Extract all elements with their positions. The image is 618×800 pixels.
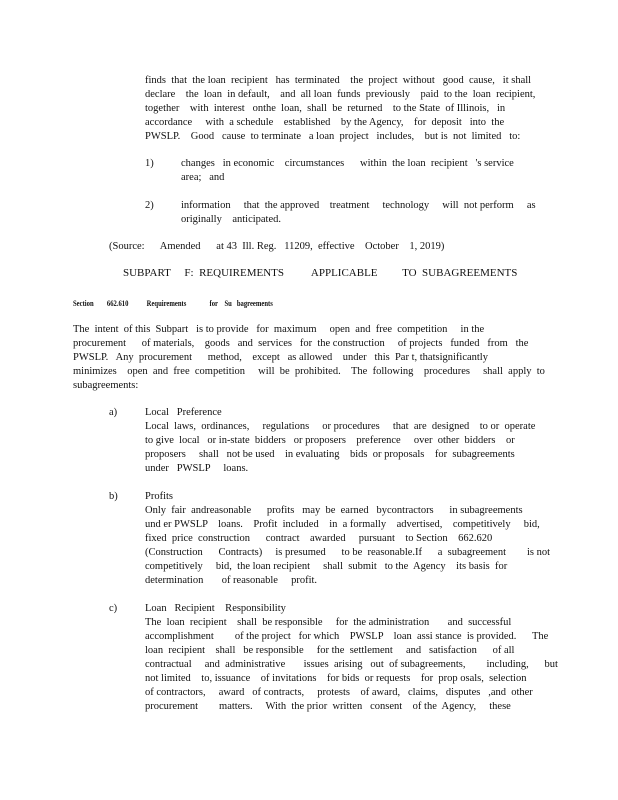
- subsection-line: procurement matters. With the prior written consent of the Agency, these: [145, 701, 511, 712]
- subsection-line: The loan recipient shall be responsible for the administration and successful: [145, 617, 512, 628]
- body-line: procurement of materials, goods and services for the construction of projects funded from the: [73, 338, 529, 349]
- subsection-title: Profits: [145, 491, 174, 502]
- body-line: subagreements:: [73, 380, 139, 391]
- body-line: The intent of this Subpart is to provide for maximum open and free competition in the: [73, 324, 485, 335]
- subsection-line: contractual and administrative issues arising out of subagreements, including, but: [145, 659, 558, 670]
- list-item-number: 2): [145, 200, 154, 211]
- subsection-line: loan recipient shall be responsible for the settlement and satisfaction of all: [145, 645, 515, 656]
- subsection-line: accomplishment of the project for which PWSLP loan assi stance is provided. The: [145, 631, 549, 642]
- subsection-line: to give local or in-state bidders or proposers preference over other bidders or: [145, 435, 515, 446]
- subsection-line: und er PWSLP loans. Profit included in a formally advertised, competitively bid,: [145, 519, 540, 530]
- subsection-title: Loan Recipient Responsibility: [145, 603, 286, 614]
- list-item-line: area; and: [181, 172, 225, 183]
- source-note: (Source: Amended at 43 Ill. Reg. 11209, effective October 1, 2019): [109, 241, 445, 252]
- list-item-line: originally anticipated.: [181, 214, 282, 225]
- subsection-line: (Construction Contracts) is presumed to be reasonable.If a subagreement is not: [145, 547, 551, 558]
- body-line: minimizes open and free competition will be prohibited. The following procedures shall apply to: [73, 366, 545, 377]
- subsection-line: Local laws, ordinances, regulations or procedures that are designed to or operate: [145, 421, 536, 432]
- subsection-line: under PWSLP loans.: [145, 463, 249, 474]
- list-item-number: 1): [145, 158, 154, 169]
- subsection-letter: b): [109, 491, 118, 502]
- subsection-line: proposers shall not be used in evaluating bids or proposals for subagreements: [145, 449, 515, 460]
- subsection-line: of contractors, award of contracts, protests of award, claims, disputes ,and other: [145, 687, 533, 698]
- subsection-letter: c): [109, 603, 118, 614]
- intro-line: PWSLP. Good cause to terminate a loan project includes, but is not limited to:: [145, 131, 521, 142]
- list-item-line: changes in economic circumstances within the loan recipient 's service: [181, 158, 514, 169]
- body-line: PWSLP. Any procurement method, except as allowed under this Par t, thatsignificantly: [73, 352, 488, 363]
- intro-line: declare the loan in default, and all loan funds previously paid to the loan recipient,: [145, 89, 536, 100]
- subsection-line: determination of reasonable profit.: [145, 575, 318, 586]
- subsection-line: competitively bid, the loan recipient shall submit to the Agency its basis for: [145, 561, 508, 572]
- section-heading: Section 662.610 Requirements for Su bagreements: [73, 298, 273, 308]
- intro-line: together with interest onthe loan, shall be returned to the State of Illinois, in: [145, 103, 506, 114]
- intro-line: finds that the loan recipient has terminated the project without good cause, it shall: [145, 75, 532, 86]
- subpart-heading: SUBPART F: REQUIREMENTS APPLICABLE TO SUBAGREEMENTS: [123, 267, 518, 279]
- subsection-letter: a): [109, 407, 118, 418]
- subsection-line: Only fair andreasonable profits may be earned bycontractors in subagreements: [145, 505, 523, 516]
- subsection-title: Local Preference: [145, 407, 222, 418]
- subsection-line: fixed price construction contract awarded pursuant to Section 662.620: [145, 533, 493, 544]
- subsection-line: not limited to, issuance of invitations for bids or requests for prop osals, selection: [145, 673, 527, 684]
- intro-line: accordance with a schedule established by the Agency, for deposit into the: [145, 117, 505, 128]
- list-item-line: information that the approved treatment technology will not perform as: [181, 200, 536, 211]
